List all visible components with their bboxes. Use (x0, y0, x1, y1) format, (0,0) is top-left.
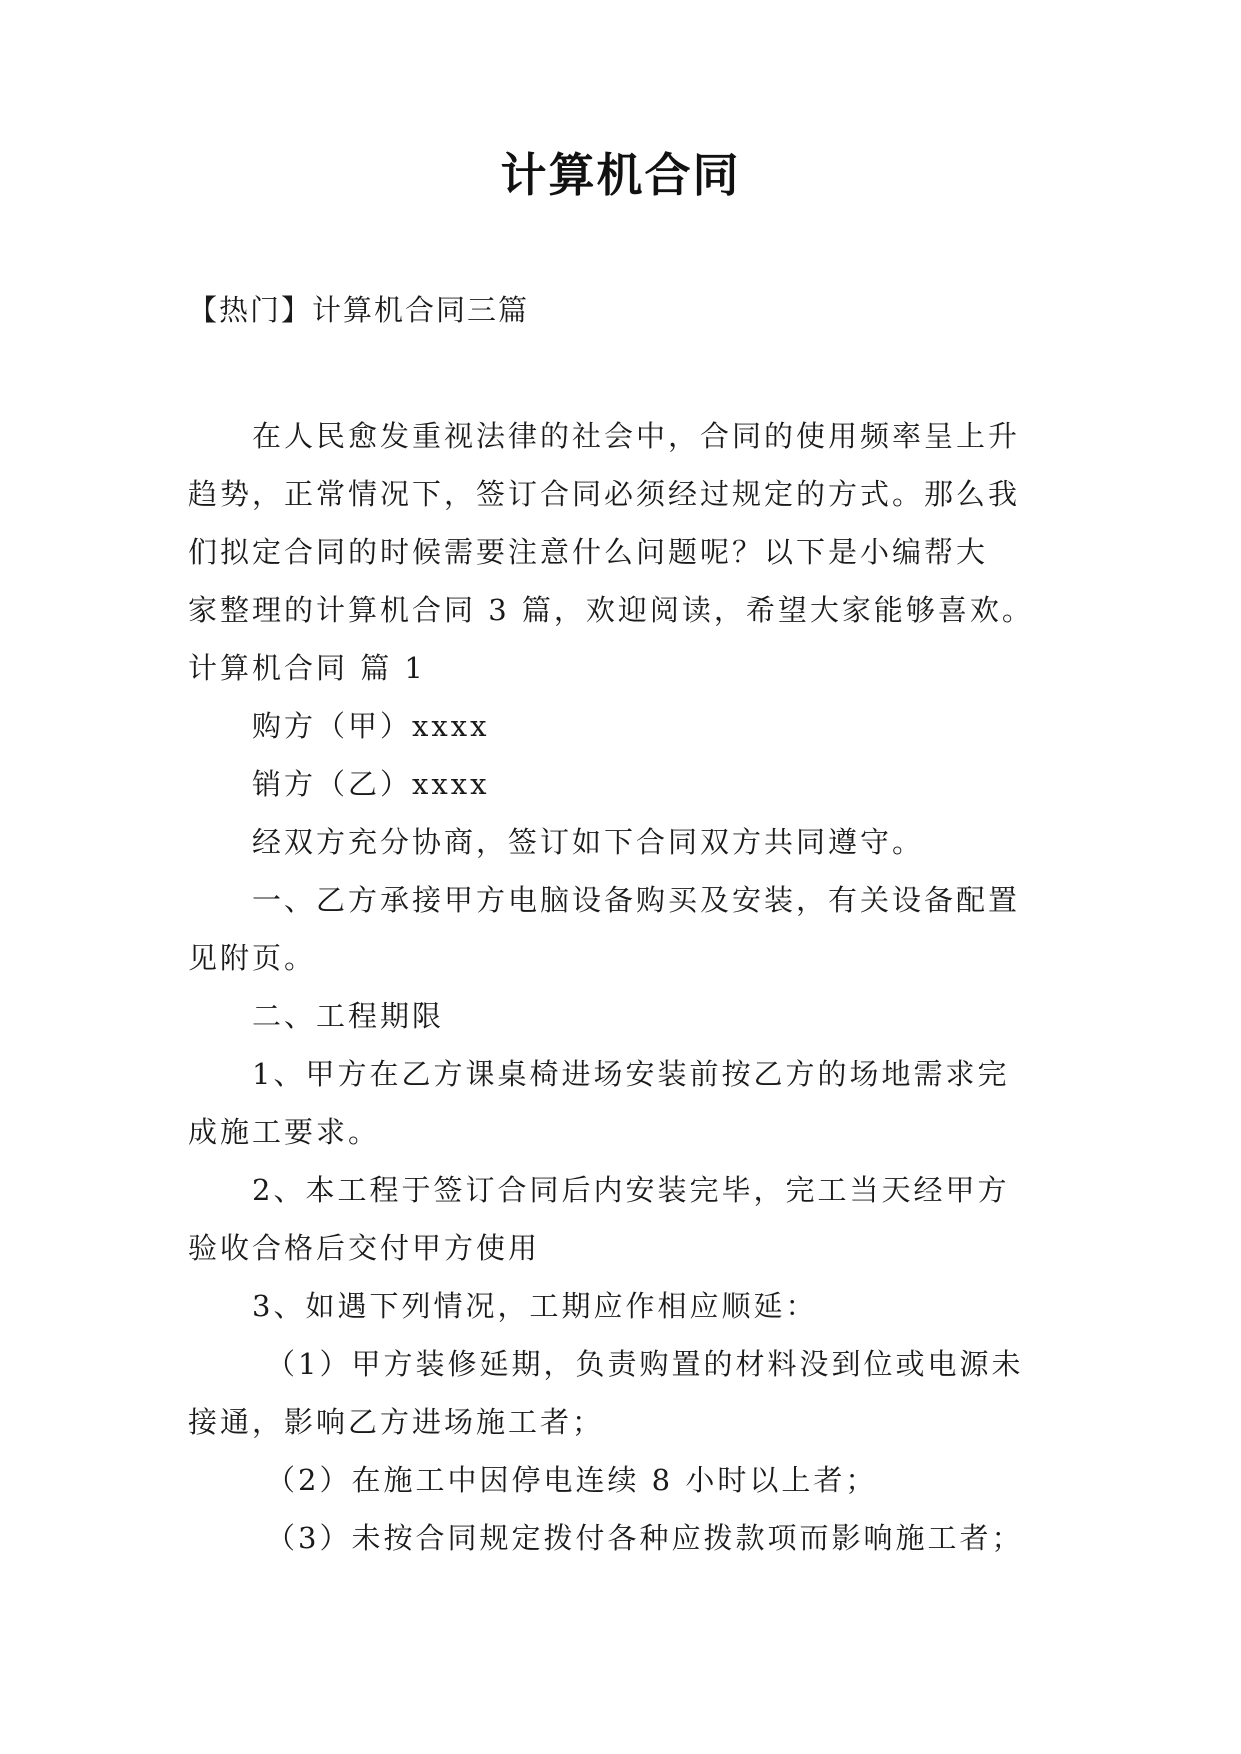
sub-item-3-line: （3）未按合同规定拨付各种应拨款项而影响施工者； (266, 1521, 1024, 1555)
item-1-line: 成施工要求。 (188, 1115, 381, 1149)
item-1-line: 1、甲方在乙方课桌椅进场安装前按乙方的场地需求完 (252, 1057, 1010, 1091)
clause-1-line: 见附页。 (188, 941, 317, 975)
item-2-line: 验收合格后交付甲方使用 (188, 1231, 541, 1265)
sub-item-1-line: 接通，影响乙方进场施工者； (188, 1405, 605, 1439)
seller-line: 销方（乙）xxxx (252, 767, 490, 801)
agreement-line: 经双方充分协商，签订如下合同双方共同遵守。 (252, 825, 925, 859)
clause-1-line: 一、乙方承接甲方电脑设备购买及安装，有关设备配置 (252, 883, 1021, 917)
intro-line: 家整理的计算机合同 3 篇，欢迎阅读，希望大家能够喜欢。 (188, 593, 1034, 627)
intro-line: 趋势，正常情况下，签订合同必须经过规定的方式。那么我 (188, 477, 1021, 511)
item-2-line: 2、本工程于签订合同后内安装完毕，完工当天经甲方 (252, 1173, 1010, 1207)
item-3-line: 3、如遇下列情况，工期应作相应顺延： (252, 1289, 818, 1323)
sub-item-1-line: （1）甲方装修延期，负责购置的材料没到位或电源未 (266, 1347, 1024, 1381)
document-body (188, 407, 1068, 1567)
buyer-line: 购方（甲）xxxx (252, 709, 490, 743)
section-heading: 计算机合同 篇 1 (188, 651, 426, 685)
document-subtitle: 【热门】计算机合同三篇 (188, 293, 530, 327)
intro-line: 们拟定合同的时候需要注意什么问题呢？以下是小编帮大 (188, 535, 989, 569)
clause-2-heading: 二、工程期限 (252, 999, 445, 1033)
sub-item-2-line: （2）在施工中因停电连续 8 小时以上者； (266, 1463, 878, 1497)
document-title: 计算机合同 (500, 148, 741, 202)
intro-line: 在人民愈发重视法律的社会中，合同的使用频率呈上升 (252, 419, 1021, 453)
